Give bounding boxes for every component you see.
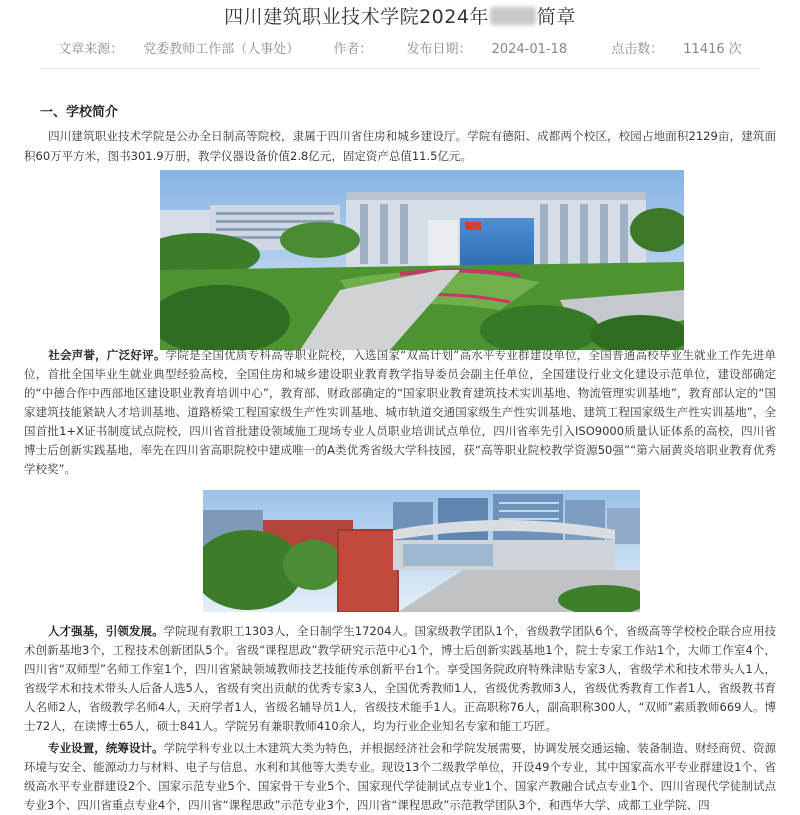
paragraph-talent-lead: 人才强基，引领发展。 bbox=[48, 624, 164, 638]
hits-info bbox=[601, 42, 752, 57]
hits-label: 点击数： bbox=[611, 42, 664, 57]
paragraph-reputation-lead: 社会声誉，广泛好评。 bbox=[48, 348, 166, 362]
paragraph-intro bbox=[24, 126, 776, 166]
title-suffix: 简章 bbox=[536, 6, 576, 28]
date-label: 发布日期： bbox=[406, 42, 472, 57]
header-divider bbox=[40, 68, 760, 69]
paragraph-majors-lead: 专业设置，统筹设计。 bbox=[48, 741, 164, 755]
paragraph-reputation-text: 学院是全国优质专科高等职业院校，入选国家“双高计划”高水平专业群建设单位，全国普通高校毕业生就业工作先进单位，首批全国毕业生就业典型经验高校，全国住房和城乡建设职业教育教学指导委员会副主任单位，全国建设行业文化建设示范单位，建设部确定的“中德合作中西部地区建设职业教育培训中心”，教育部、财政部确定的“国家职业教育建筑技术实训基地、物流管理实训基地”，教育部认定的“国家建筑技能紧缺人才培训基地、道路桥梁工程国家级生产性实训基地、城市轨道交通国家级生产性实训基地、建筑工程国家级生产性实训基地”，全国首批1+X证书制度试点院校，四川省首批建设领域施工现场专业人员职业培训试点单位，四川省率先引入ISO9000质量认证体系的高校，四川省博士后创新实践基地，率先在四川省高职院校中建成唯一的A类优秀省级大学科技园，获“高等职业院校教学资源50强”“第六届黄炎培职业教育优秀学校奖”。 bbox=[24, 348, 776, 476]
hits-value: 11416 次 bbox=[683, 42, 742, 57]
paragraph-majors-text: 学院学科专业以土木建筑大类为特色，并根据经济社会和学院发展需要，协调发展交通运输、装备制造、财经商贸、资源环境与安全、能源动力与材料、电子与信息、水利和其他等大类专业。现设13个二级教学单位，开设49个专业，其中国家高水平专业群建设1个、省级高水平专业群建设2个、国家示范专业5个、国家骨干专业5个、国家现代学徒制试点专业1个、国家产教融合试点专业1个、四川省现代学徒制试点专业3个、四川省重点专业4个，四川省“课程思政”示范专业3个，四川省“课程思政”示范教学团队3个，和西华大学、成都工业学院、四 bbox=[24, 741, 777, 812]
source-info bbox=[48, 42, 309, 57]
title-text: 四川建筑职业技术学院2024年 bbox=[224, 6, 489, 28]
paragraph-majors bbox=[24, 739, 776, 815]
paragraph-talent-text: 学院现有教职工1303人，全日制学生17204人。国家级教学团队1个，省级教学团队6个，省级高等学校校企联合应用技术创新基地3个，工程技术创新团队5个。省级“课程思政”教学研究示范中心1个，博士后创新实践基地1个，院士专家工作站1个，大师工作室4个，四川省“双师型”名师工作室1个，四川省紧缺领域教师技艺技能传承创新平台1个。享受国务院政府特殊津贴专家3人，省级学术和技术带头人1人，省级学术和技术带头人后备人选5人，省级有突出贡献的优秀专家3人，全国优秀教师1人，省级优秀教师3人，省级优秀教育工作者1人，省级教书育人名师2人，省级教学名师4人，天府学者1人，省级名辅导员1人，省级技术能手1人。正高职称76人，副高职称300人，“双师”素质教师669人。博士72人，在读博士65人，硕士841人。学院另有兼职教师410余人，均为行业企业知名专家和能工巧匠。 bbox=[24, 624, 777, 733]
author-info: 作者： bbox=[333, 42, 373, 57]
date-info bbox=[397, 42, 578, 57]
redacted-year-mark bbox=[490, 7, 536, 25]
source-value: 党委教师工作部（人事处） bbox=[143, 42, 300, 57]
source-label: 文章来源： bbox=[58, 42, 124, 57]
section-heading-school-intro: 一、学校简介 bbox=[40, 105, 119, 120]
date-value: 2024-01-18 bbox=[491, 42, 568, 57]
paragraph-talent bbox=[24, 622, 776, 736]
campus-library-photo bbox=[160, 170, 684, 350]
paragraph-intro-text: 四川建筑职业技术学院是公办全日制高等院校，隶属于四川省住房和城乡建设厅。学院有德阳、成都两个校区，校园占地面积2129亩，建筑面积60万平方米，图书301.9万册，教学仪器设备价值2.8亿元，固定资产总值11.5亿元。 bbox=[24, 129, 776, 163]
campus-gate-photo bbox=[203, 490, 640, 612]
paragraph-reputation bbox=[24, 346, 776, 479]
article-meta bbox=[0, 38, 800, 57]
article-title bbox=[0, 2, 800, 29]
